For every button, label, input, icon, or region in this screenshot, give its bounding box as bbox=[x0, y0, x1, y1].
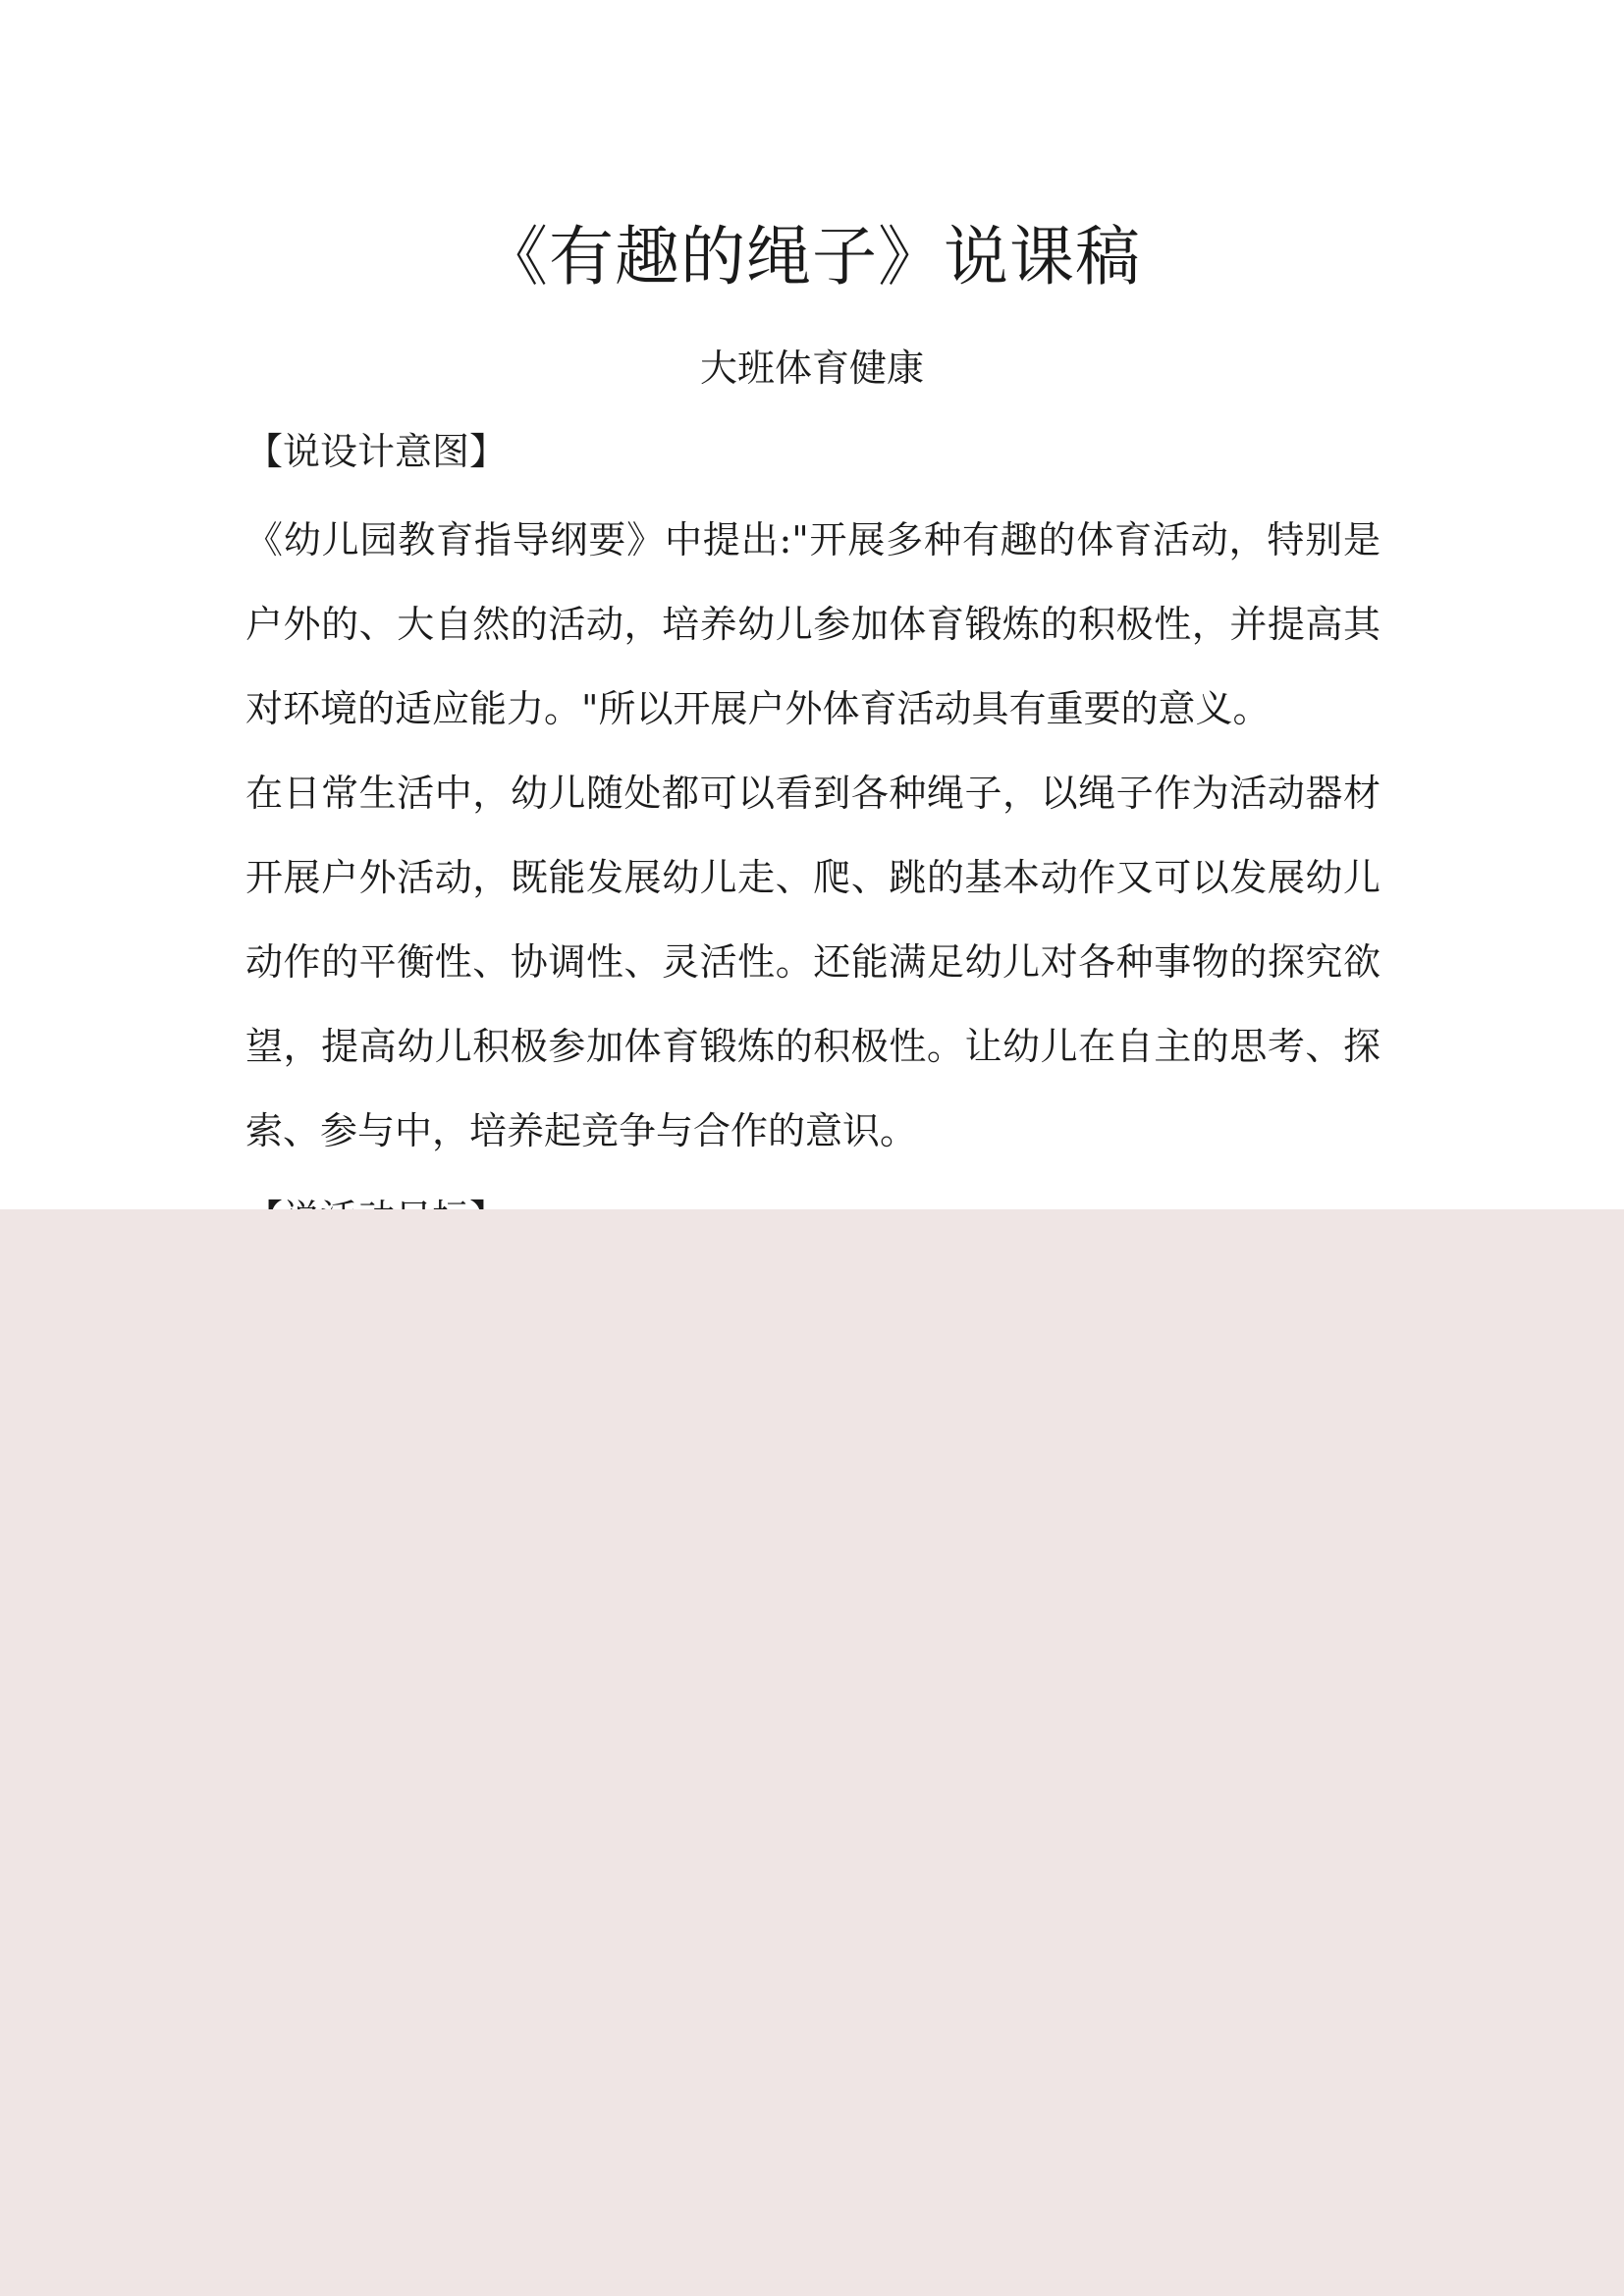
section-heading-design-intent: 【说设计意图】 bbox=[245, 430, 508, 473]
document-title: 《有趣的绳子》说课稿 bbox=[483, 219, 1141, 294]
paragraph-guideline-quote: 《幼儿园教育指导纲要》中提出:"开展多种有趣的体育活动，特别是户外的、大自然的活动，培养幼儿参加体育锻炼的积极性，并提高其对环境的适应能力。"所以开展户外体育活动具有重要的意义。 bbox=[245, 518, 1380, 730]
document-body bbox=[245, 425, 1380, 1173]
page-cover-overlay bbox=[0, 1209, 1624, 2296]
document-subtitle: 大班体育健康 bbox=[699, 347, 924, 390]
paragraph-rope-activity: 在日常生活中，幼儿随处都可以看到各种绳子，以绳子作为活动器材开展户外活动，既能发展幼儿走、爬、跳的基本动作又可以发展幼儿动作的平衡性、协调性、灵活性。还能满足幼儿对各种事物的探究欲望，提高幼儿积极参加体育锻炼的积极性。让幼儿在自主的思考、探索、参与中，培养起竞争与合作的意识。 bbox=[245, 772, 1380, 1152]
